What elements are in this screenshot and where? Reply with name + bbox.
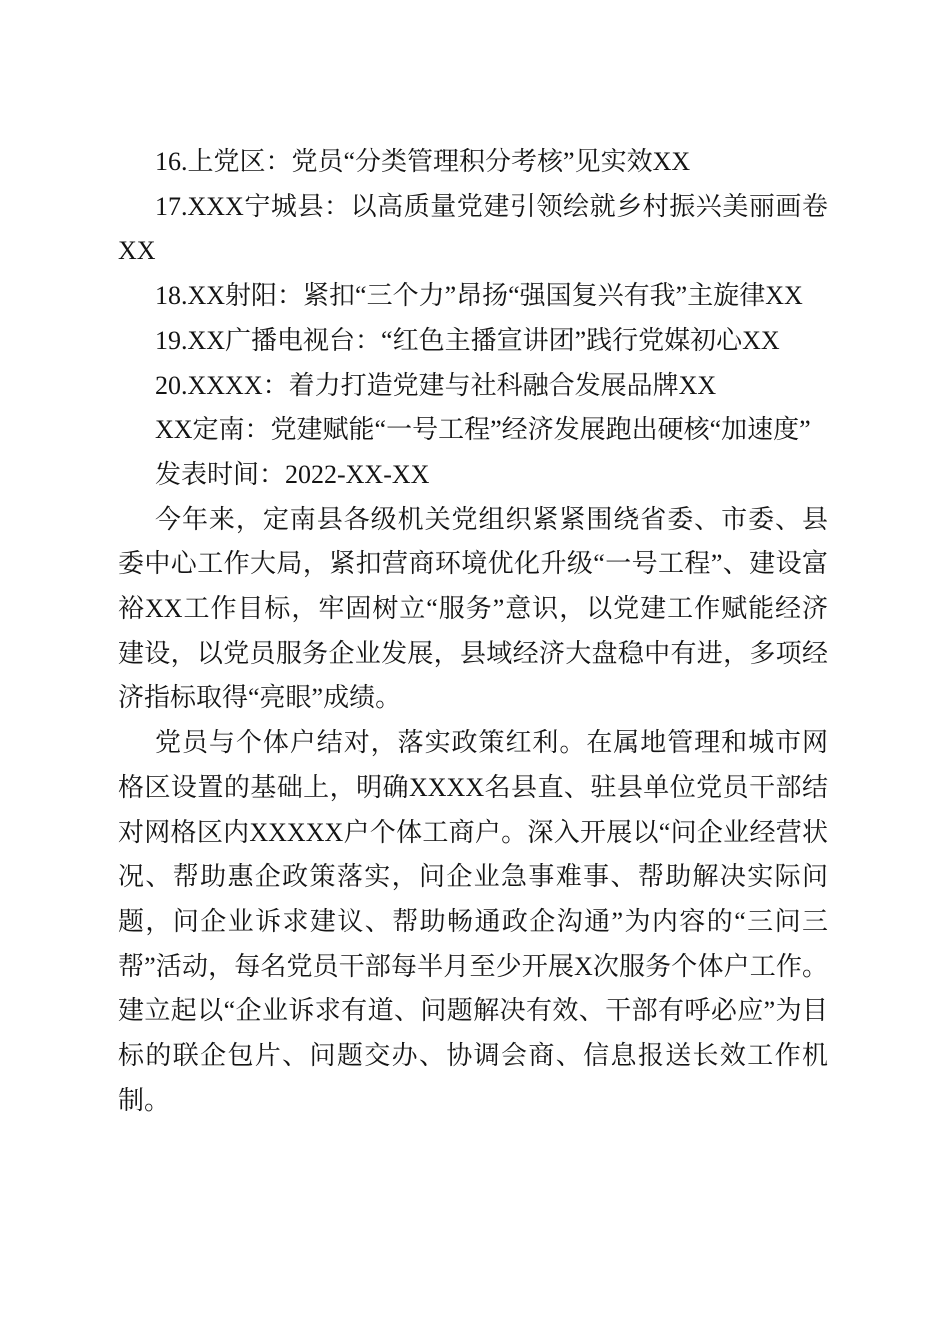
toc-item-20: 20.XXXX：着力打造党建与社科融合发展品牌XX bbox=[155, 370, 717, 400]
document-body bbox=[118, 140, 828, 1123]
toc-item-19: 19.XX广播电视台：“红色主播宣讲团”践行党媒初心XX bbox=[155, 325, 780, 355]
toc-item-18: 18.XX射阳：紧扣“三个力”昂扬“强国复兴有我”主旋律XX bbox=[155, 281, 803, 311]
article-title: XX定南：党建赋能“一号工程”经济发展跑出硬核“加速度” bbox=[155, 415, 811, 445]
article-publish-date: 发表时间：2022-XX-XX bbox=[155, 459, 430, 489]
article-paragraph-1: 今年来，定南县各级机关党组织紧紧围绕省委、市委、县委中心工作大局，紧扣营商环境优化升级“一号工程”、建设富裕XX工作目标，牢固树立“服务”意识，以党建工作赋能经济建设，以党员服务企业发展，县域经济大盘稳中有进，多项经济指标取得“亮眼”成绩。 bbox=[118, 504, 828, 713]
toc-item-16: 16.上党区：党员“分类管理积分考核”见实效XX bbox=[155, 147, 691, 176]
article-paragraph-2: 党员与个体户结对，落实政策红利。在属地管理和城市网格区设置的基础上，明确XXXX名县直、驻县单位党员干部结对网格区内XXXXX户个体工商户。深入开展以“问企业经营状况、帮助惠企政策落实，问企业急事难事、帮助解决实际问题，问企业诉求建议、帮助畅通政企沟通”为内容的“三问三帮”活动，每名党员干部每半月至少开展X次服务个体户工作。建立起以“企业诉求有道、问题解决有效、干部有呼必应”为目标的联企包片、问题交办、协调会商、信息报送长效工作机制。 bbox=[118, 728, 828, 1115]
toc-item-17: 17.XXX宁城县：以高质量党建引领绘就乡村振兴美丽画卷XX bbox=[118, 191, 828, 266]
